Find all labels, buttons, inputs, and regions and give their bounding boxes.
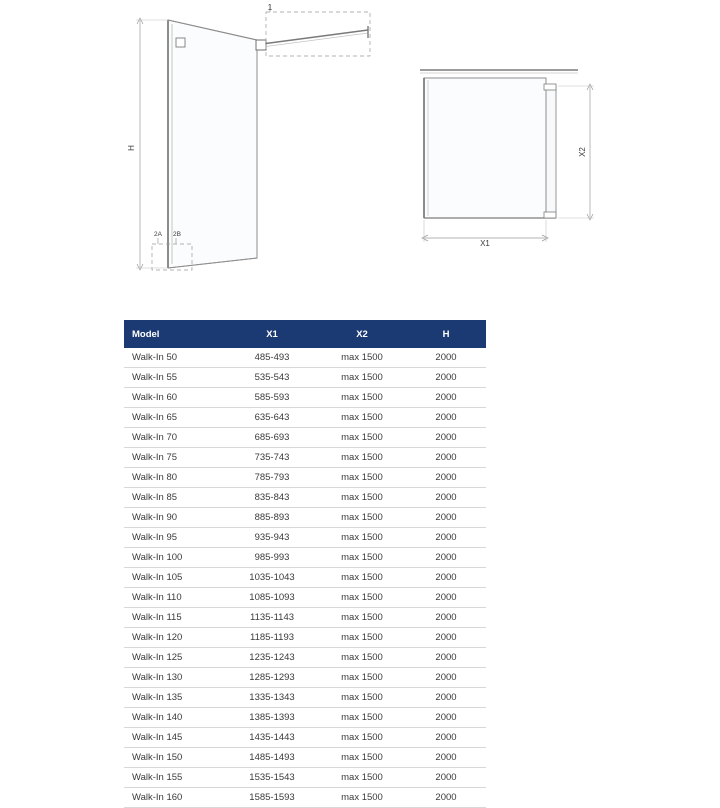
cell-x1: 1485-1493: [226, 748, 318, 768]
cell-h: 2000: [406, 428, 486, 448]
cell-x1: 1185-1193: [226, 628, 318, 648]
cell-model: Walk-In 85: [124, 488, 226, 508]
table-row: [124, 588, 486, 608]
profile-label-a: 2A: [154, 231, 162, 238]
table-row: [124, 388, 486, 408]
cell-model: Walk-In 115: [124, 608, 226, 628]
cell-model: Walk-In 120: [124, 628, 226, 648]
cell-h: 2000: [406, 668, 486, 688]
cell-x2: max 1500: [318, 368, 406, 388]
table-row: [124, 728, 486, 748]
column-header-h: H: [406, 320, 486, 348]
table-row: [124, 468, 486, 488]
spec-table: [124, 320, 486, 808]
x1-dimension-label: X1: [480, 239, 490, 248]
cell-h: 2000: [406, 368, 486, 388]
cell-model: Walk-In 75: [124, 448, 226, 468]
table-row: [124, 688, 486, 708]
cell-x2: max 1500: [318, 548, 406, 568]
cell-h: 2000: [406, 468, 486, 488]
table-row: [124, 488, 486, 508]
cell-model: Walk-In 110: [124, 588, 226, 608]
cell-x1: 1035-1043: [226, 568, 318, 588]
cell-model: Walk-In 60: [124, 388, 226, 408]
cell-x2: max 1500: [318, 628, 406, 648]
cell-h: 2000: [406, 488, 486, 508]
cell-x2: max 1500: [318, 608, 406, 628]
cell-x2: max 1500: [318, 648, 406, 668]
cell-x1: 1235-1243: [226, 648, 318, 668]
cell-h: 2000: [406, 548, 486, 568]
cell-x2: max 1500: [318, 488, 406, 508]
table-row: [124, 628, 486, 648]
table-row: [124, 448, 486, 468]
cell-h: 2000: [406, 568, 486, 588]
cell-x2: max 1500: [318, 428, 406, 448]
cell-x2: max 1500: [318, 528, 406, 548]
cell-x1: 1085-1093: [226, 588, 318, 608]
cell-model: Walk-In 145: [124, 728, 226, 748]
table-row: [124, 428, 486, 448]
table-row: [124, 528, 486, 548]
cell-model: Walk-In 125: [124, 648, 226, 668]
bracket-detail-label: 1: [267, 3, 273, 12]
table-row: [124, 548, 486, 568]
cell-x2: max 1500: [318, 388, 406, 408]
cell-model: Walk-In 160: [124, 788, 226, 808]
cell-h: 2000: [406, 388, 486, 408]
cell-h: 2000: [406, 748, 486, 768]
cell-x1: 935-943: [226, 528, 318, 548]
cell-x2: max 1500: [318, 408, 406, 428]
cell-x1: 1585-1593: [226, 788, 318, 808]
cell-x1: 1285-1293: [226, 668, 318, 688]
cell-x2: max 1500: [318, 688, 406, 708]
x2-dimension-label: X2: [578, 147, 587, 157]
cell-model: Walk-In 70: [124, 428, 226, 448]
table-row: [124, 508, 486, 528]
cell-h: 2000: [406, 528, 486, 548]
cell-x1: 735-743: [226, 448, 318, 468]
cell-x1: 585-593: [226, 388, 318, 408]
cell-x2: max 1500: [318, 348, 406, 368]
cell-h: 2000: [406, 688, 486, 708]
table-row: [124, 668, 486, 688]
table-row: [124, 408, 486, 428]
cell-h: 2000: [406, 448, 486, 468]
cell-model: Walk-In 130: [124, 668, 226, 688]
cell-x1: 1385-1393: [226, 708, 318, 728]
cell-model: Walk-In 55: [124, 368, 226, 388]
column-header-x2: X2: [318, 320, 406, 348]
right-view: [420, 70, 594, 242]
cell-model: Walk-In 65: [124, 408, 226, 428]
spec-table-container: [124, 320, 486, 808]
cell-x1: 835-843: [226, 488, 318, 508]
cell-x1: 485-493: [226, 348, 318, 368]
cell-h: 2000: [406, 588, 486, 608]
table-row: [124, 368, 486, 388]
cell-x2: max 1500: [318, 788, 406, 808]
cell-x2: max 1500: [318, 508, 406, 528]
cell-x1: 885-893: [226, 508, 318, 528]
cell-x2: max 1500: [318, 728, 406, 748]
cell-h: 2000: [406, 508, 486, 528]
cell-model: Walk-In 50: [124, 348, 226, 368]
cell-h: 2000: [406, 648, 486, 668]
cell-x2: max 1500: [318, 568, 406, 588]
table-row: [124, 708, 486, 728]
cell-x1: 985-993: [226, 548, 318, 568]
table-row: [124, 768, 486, 788]
cell-x1: 1335-1343: [226, 688, 318, 708]
cell-x2: max 1500: [318, 588, 406, 608]
cell-x1: 535-543: [226, 368, 318, 388]
cell-h: 2000: [406, 768, 486, 788]
cell-model: Walk-In 155: [124, 768, 226, 788]
cell-x1: 1535-1543: [226, 768, 318, 788]
cell-h: 2000: [406, 788, 486, 808]
table-row: [124, 788, 486, 808]
cell-x1: 1435-1443: [226, 728, 318, 748]
table-row: [124, 748, 486, 768]
table-row: [124, 568, 486, 588]
cell-x2: max 1500: [318, 448, 406, 468]
cell-model: Walk-In 150: [124, 748, 226, 768]
cell-model: Walk-In 140: [124, 708, 226, 728]
cell-x2: max 1500: [318, 708, 406, 728]
height-dimension-label: H: [127, 145, 136, 151]
table-row: [124, 648, 486, 668]
cell-h: 2000: [406, 608, 486, 628]
cell-model: Walk-In 80: [124, 468, 226, 488]
table-row: [124, 608, 486, 628]
cell-h: 2000: [406, 348, 486, 368]
cell-x1: 1135-1143: [226, 608, 318, 628]
cell-x1: 785-793: [226, 468, 318, 488]
table-body: [124, 348, 486, 808]
cell-x2: max 1500: [318, 768, 406, 788]
column-header-x1: X1: [226, 320, 318, 348]
cell-model: Walk-In 95: [124, 528, 226, 548]
cell-x2: max 1500: [318, 468, 406, 488]
column-header-model: Model: [124, 320, 226, 348]
cell-h: 2000: [406, 408, 486, 428]
cell-model: Walk-In 90: [124, 508, 226, 528]
cell-h: 2000: [406, 728, 486, 748]
cell-x1: 685-693: [226, 428, 318, 448]
cell-model: Walk-In 105: [124, 568, 226, 588]
cell-x1: 635-643: [226, 408, 318, 428]
cell-h: 2000: [406, 708, 486, 728]
cell-h: 2000: [406, 628, 486, 648]
cell-x2: max 1500: [318, 748, 406, 768]
profile-label-b: 2B: [173, 231, 181, 238]
cell-x2: max 1500: [318, 668, 406, 688]
left-view: [136, 6, 370, 270]
table-header-row: [124, 320, 486, 348]
cell-model: Walk-In 100: [124, 548, 226, 568]
table-row: [124, 348, 486, 368]
cell-model: Walk-In 135: [124, 688, 226, 708]
technical-drawing: [0, 0, 720, 300]
